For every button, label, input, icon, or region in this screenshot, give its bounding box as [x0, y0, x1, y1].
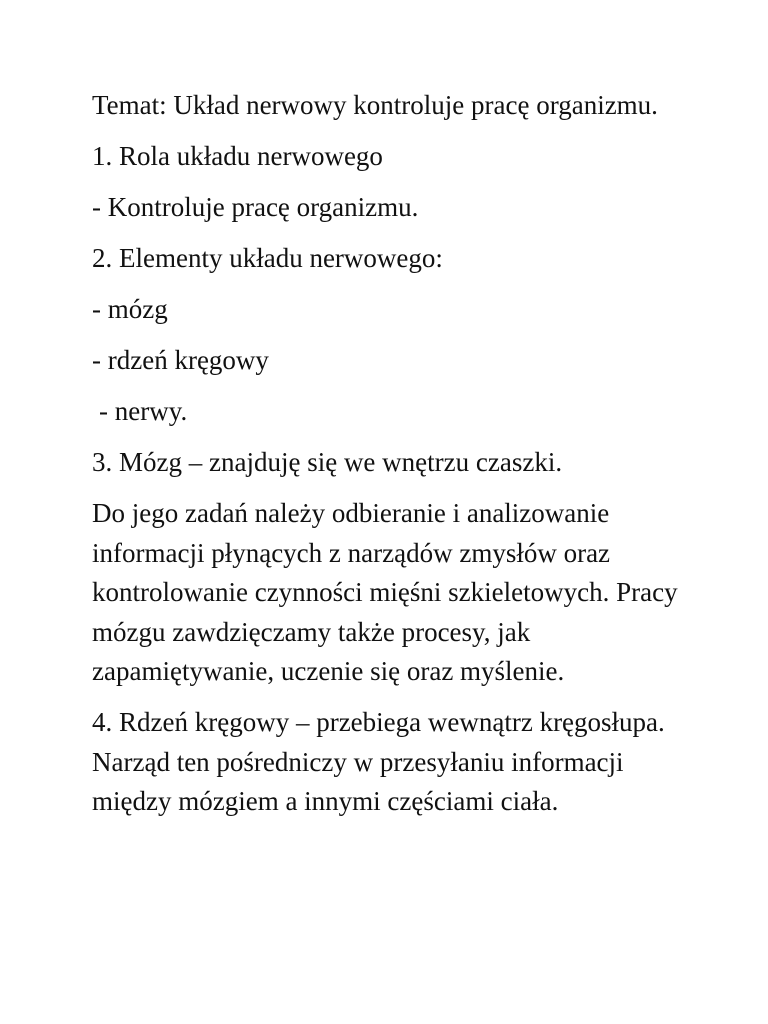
section-heading-4: 4. Rdzeń kręgowy – przebiega wewnątrz kręgosłupa. Narząd ten pośredniczy w przesyłaniu informacji między mózgiem a innymi częściami ciała.	[92, 707, 665, 816]
list-item: - rdzeń kręgowy	[92, 345, 269, 375]
section-heading-2: 2. Elementy układu nerwowego:	[92, 243, 443, 273]
section-heading-3: 3. Mózg – znajduję się we wnętrzu czaszki.	[92, 447, 563, 477]
list-item: - mózg	[92, 294, 168, 324]
body-paragraph: Do jego zadań należy odbieranie i analizowanie informacji płynących z narządów zmysłów oraz kontrolowanie czynności mięśni szkieletowych. Pracy mózgu zawdzięczamy także procesy, jak zapamiętywanie, uczenie się oraz myślenie.	[92, 498, 678, 686]
section-heading-1: 1. Rola układu nerwowego	[92, 141, 383, 171]
list-item: - Kontroluje pracę organizmu.	[92, 192, 419, 222]
list-item: - nerwy.	[99, 396, 188, 426]
document-title: Temat: Układ nerwowy kontroluje pracę organizmu.	[92, 90, 658, 120]
document-body	[92, 86, 692, 833]
